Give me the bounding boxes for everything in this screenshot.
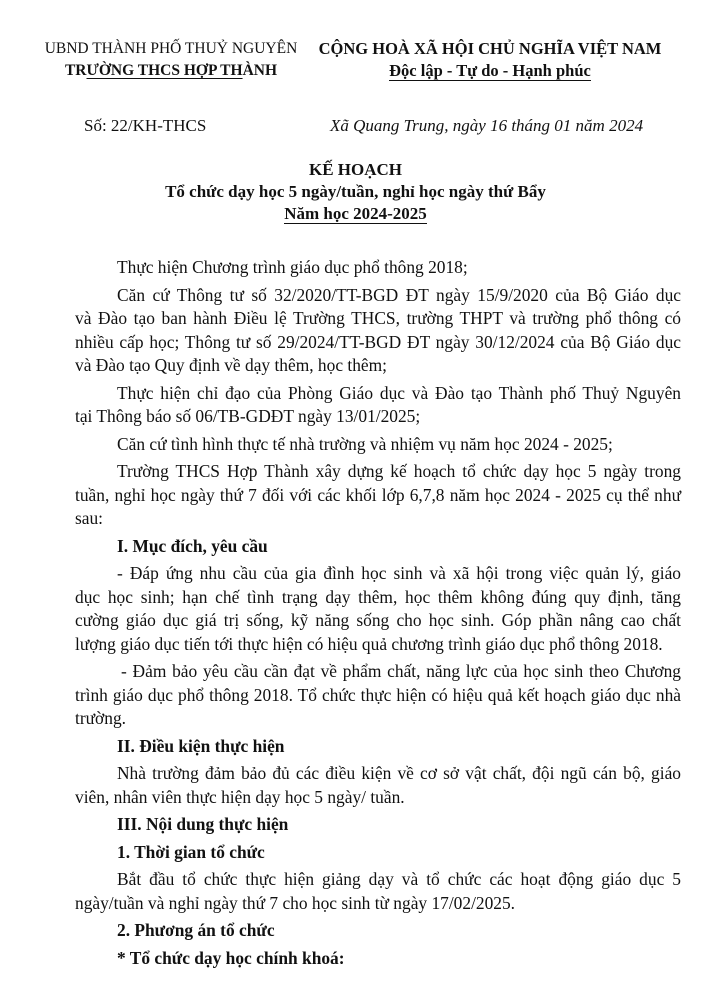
school-name-underlined: ƯỜNG THCS HỢP TH xyxy=(86,62,243,79)
section-heading: 2. Phương án tổ chức xyxy=(117,920,275,940)
text-line: ngày/tuần và nghỉ ngày thứ 7 cho học sinh từ ngày 17/02/2025. xyxy=(75,892,516,913)
school-name xyxy=(40,60,302,82)
section-heading: II. Điều kiện thực hiện xyxy=(117,735,285,756)
text-line: - Đáp ứng nhu cầu của gia đình học sinh và xã hội trong việc quản lý, giáo xyxy=(117,563,681,583)
text-line: viên, nhân viên thực hiện dạy học 5 ngày/ tuần. xyxy=(75,786,405,807)
issuing-authority-block xyxy=(40,38,302,82)
text-line: cường giáo dục giá trị sống, kỹ năng sống cho học sinh. Góp phần nâng cao chất xyxy=(75,610,681,630)
text-line: trình giáo dục phổ thông 2018. Tổ chức thực hiện có hiệu quả kết hoạch giáo dục nhà xyxy=(75,684,681,705)
national-motto: Độc lập - Tự do - Hạnh phúc xyxy=(389,61,591,80)
paragraph xyxy=(75,762,681,809)
text-line: tuần, nghỉ học ngày thứ 7 đối với các khối lớp 6,7,8 năm học 2024 - 2025 cụ thể như xyxy=(75,484,681,505)
paragraph xyxy=(75,868,681,915)
place-and-date: Xã Quang Trung, ngày 16 tháng 01 năm 2024 xyxy=(330,116,644,135)
authority-name: UBND THÀNH PHỐ THUỶ NGUYÊN xyxy=(44,40,298,57)
text-line: Trường THCS Hợp Thành xây dựng kế hoạch tổ chức dạy học 5 ngày trong xyxy=(117,461,681,481)
text-line: dục học sinh; hạn chế tình trạng dạy thêm, học thêm không đúng quy định, tăng xyxy=(75,586,681,607)
document-title-block xyxy=(0,159,711,225)
text-line: - Đảm bảo yêu cầu cần đạt về phẩm chất, năng lực của học sinh theo Chương xyxy=(121,661,681,681)
text-line: Thực hiện chỉ đạo của Phòng Giáo dục và Đào tạo Thành phố Thuỷ Nguyên xyxy=(117,382,681,403)
section-heading: I. Mục đích, yêu cầu xyxy=(117,535,268,556)
text-line: trường. xyxy=(75,708,126,728)
school-name-part: ÀNH xyxy=(242,62,278,79)
paragraph xyxy=(75,284,681,378)
paragraph xyxy=(75,660,681,731)
document-title: KẾ HOẠCH xyxy=(308,160,403,179)
text-line: tại Thông báo số 06/TB-GDĐT ngày 13/01/2025; xyxy=(75,406,421,426)
document-number: Số: 22/KH-THCS xyxy=(84,116,207,135)
text-line: và Đào tạo Quy định về dạy thêm, học thêm; xyxy=(75,355,387,375)
text-line: lượng giáo dục tiến tới thực hiện có hiệu quả chương trình giáo dục phổ thông 2018. xyxy=(75,633,663,654)
paragraph xyxy=(75,433,681,457)
paragraph xyxy=(75,382,681,429)
text-line: sau: xyxy=(75,508,104,528)
text-line: Thực hiện Chương trình giáo dục phổ thông 2018; xyxy=(117,257,468,277)
national-header xyxy=(300,38,680,82)
text-line: Nhà trường đảm bảo đủ các điều kiện về cơ sở vật chất, đội ngũ cán bộ, giáo xyxy=(117,763,681,783)
text-line: Căn cứ Thông tư số 32/2020/TT-BGD ĐT ngày 15/9/2020 của Bộ Giáo dục xyxy=(117,284,681,305)
nation-name: CỘNG HOÀ XÃ HỘI CHỦ NGHĨA VIỆT NAM xyxy=(318,39,662,58)
paragraph xyxy=(75,256,681,280)
document-subtitle: Tổ chức dạy học 5 ngày/tuần, nghỉ học ngày thứ Bẩy xyxy=(165,182,546,201)
paragraph xyxy=(75,562,681,656)
text-line: và Đào tạo ban hành Điều lệ Trường THCS, trường THPT và trường phổ thông có xyxy=(75,308,681,328)
text-line: nhiều cấp học; Thông tư số 29/2024/TT-BGD ĐT ngày 30/12/2024 của Bộ Giáo dục xyxy=(75,331,681,352)
paragraph xyxy=(75,460,681,531)
school-year: Năm học 2024-2025 xyxy=(284,204,427,223)
document-body xyxy=(75,256,681,970)
text-line: Bắt đầu tổ chức thực hiện giảng dạy và tổ chức các hoạt động giáo dục 5 xyxy=(117,869,681,889)
school-name-part: TR xyxy=(64,62,87,79)
section-heading: III. Nội dung thực hiện xyxy=(117,814,289,834)
section-heading: 1. Thời gian tổ chức xyxy=(117,841,265,862)
text-line: Căn cứ tình hình thực tế nhà trường và nhiệm vụ năm học 2024 - 2025; xyxy=(117,433,613,454)
section-heading: * Tổ chức dạy học chính khoá: xyxy=(117,947,345,968)
